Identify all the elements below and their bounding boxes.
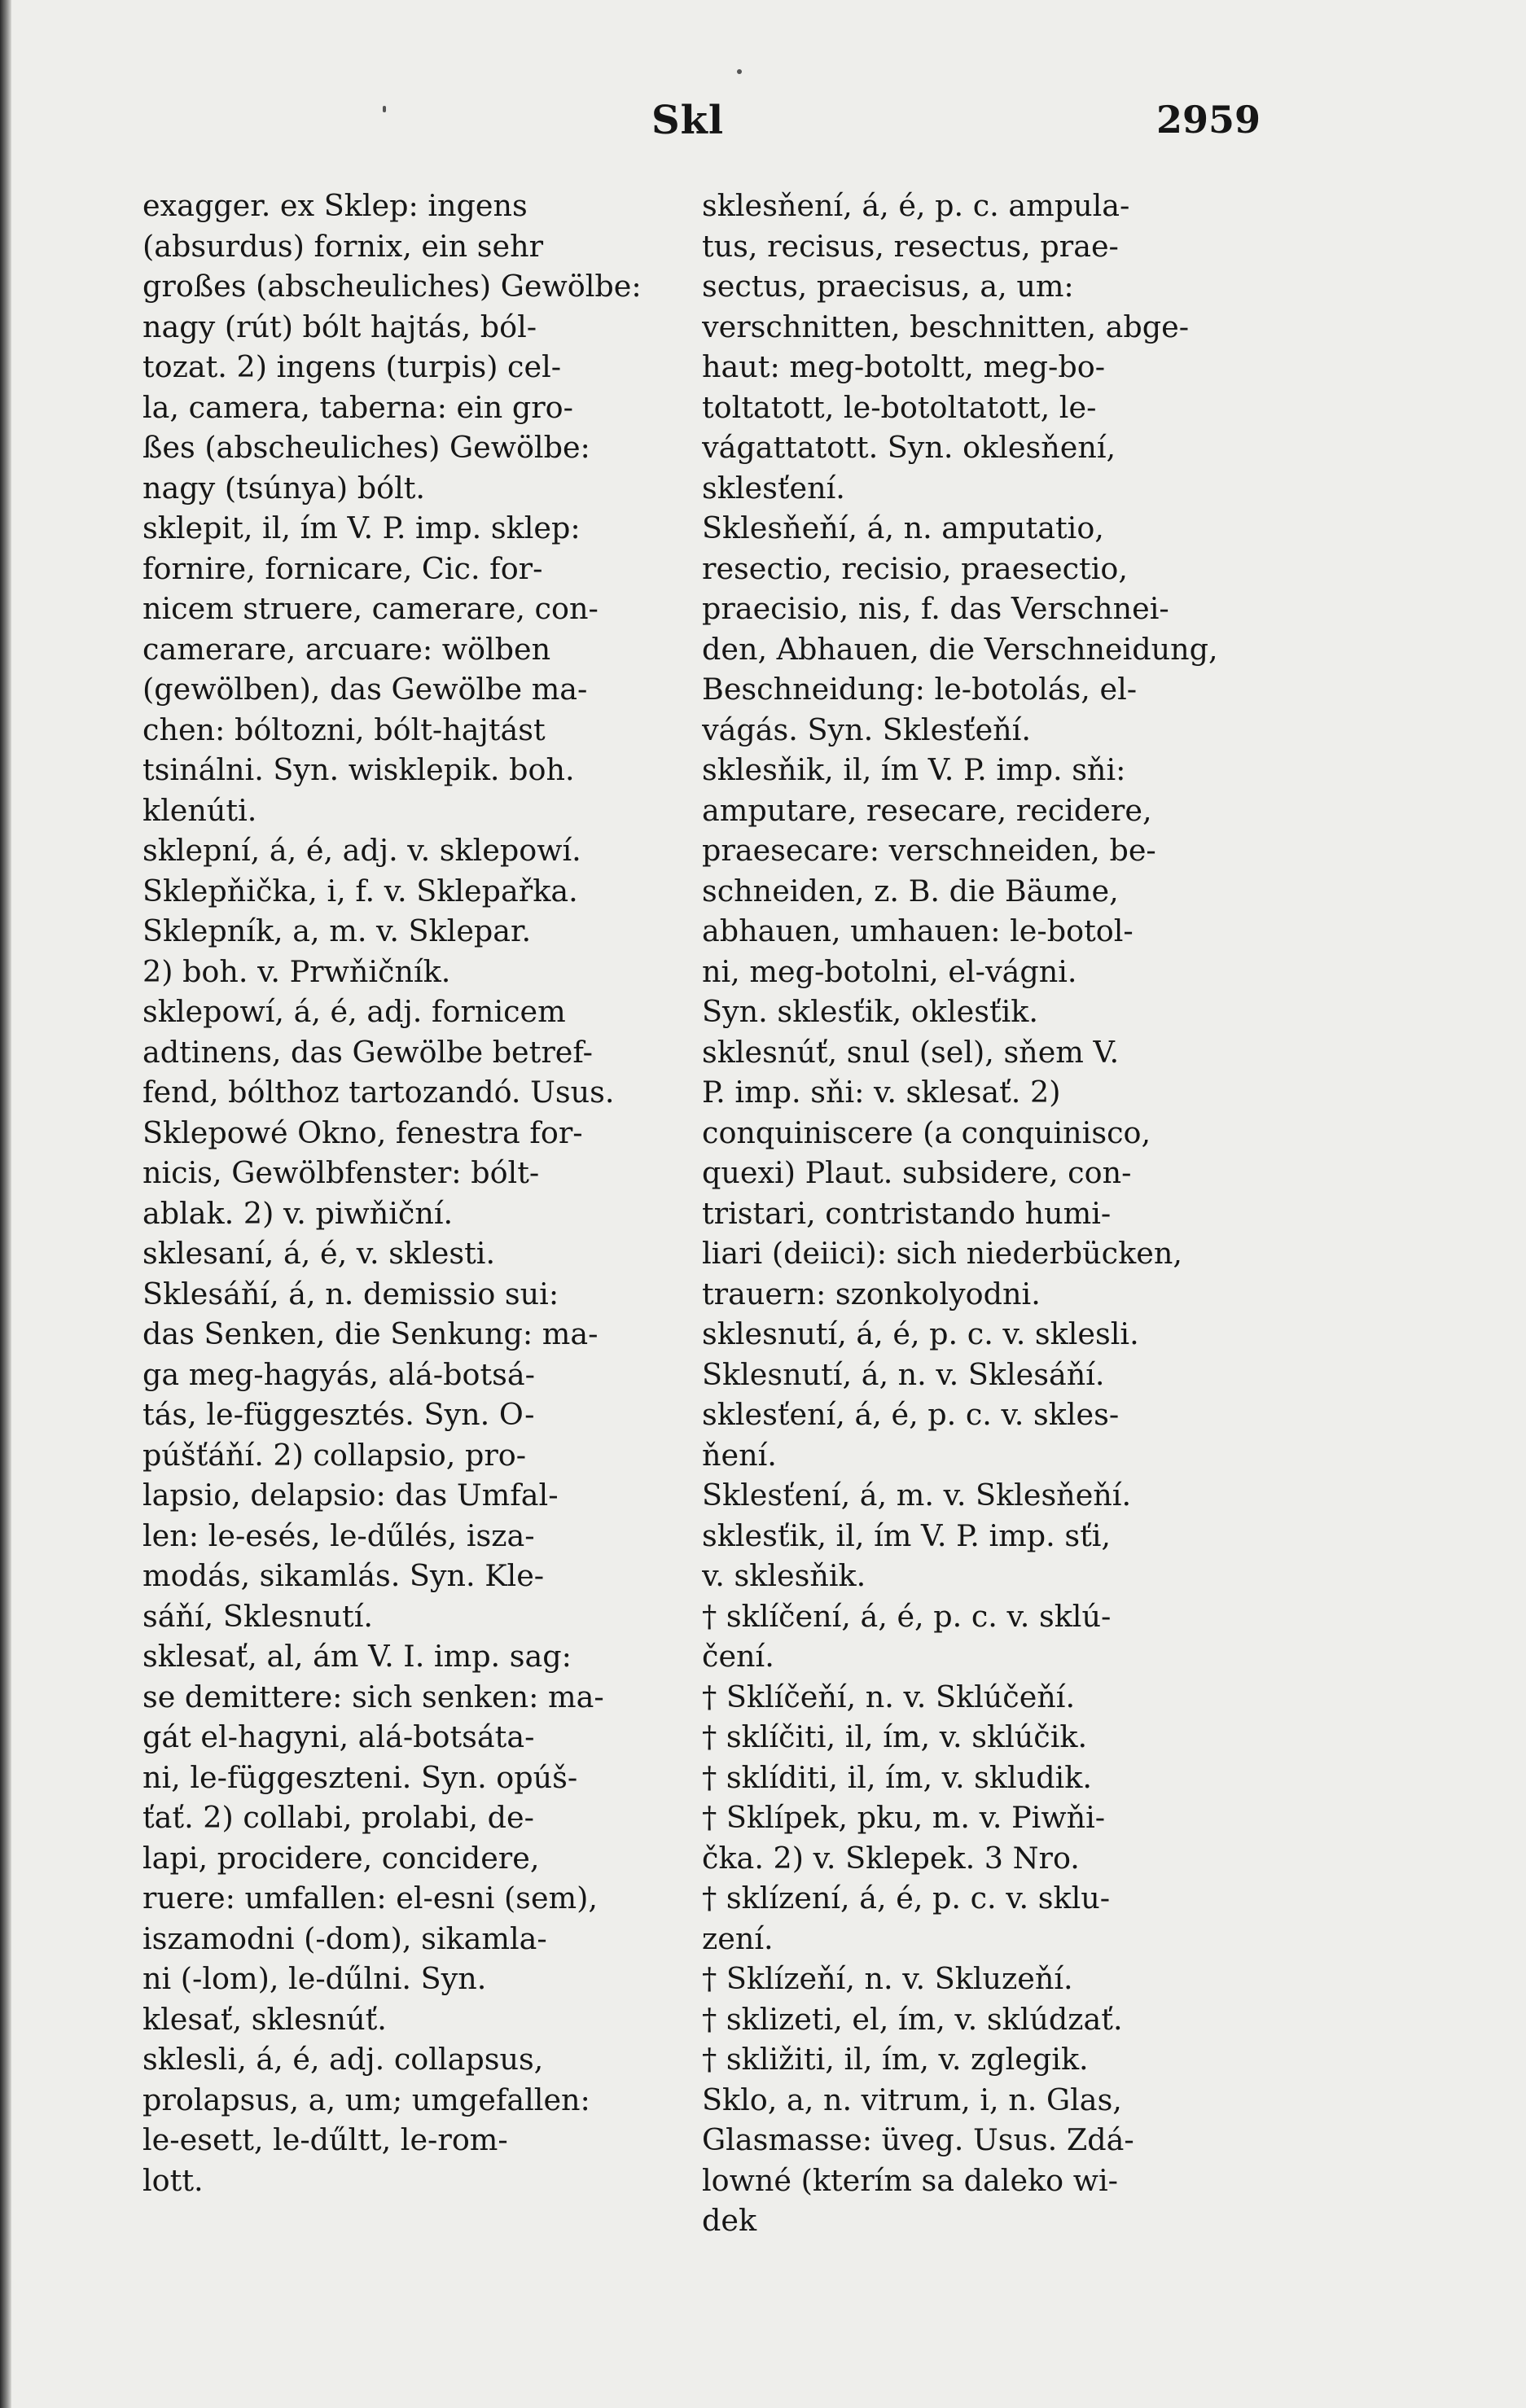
text-line: tsinálni. Syn. wisklepik. boh.: [143, 752, 575, 787]
text-line: sklepit, il, ím V. P. imp. sklep:: [143, 510, 581, 545]
text-line: Syn. sklesťik, oklesťik.: [702, 994, 1039, 1029]
text-line: den, Abhauen, die Verschneidung,: [702, 631, 1218, 667]
text-line: 2) boh. v. Prwňičník.: [143, 953, 451, 989]
text-line: Sklo, a, n. vitrum, i, n. Glas,: [702, 2082, 1122, 2117]
text-line: trauern: szonkolyodni.: [702, 1276, 1041, 1311]
text-line: sklesťení, á, é, p. c. v. skles-: [702, 1397, 1120, 1432]
text-line: sklesnúť, snul (sel), sňem V.: [702, 1034, 1120, 1070]
text-line: dek: [702, 2203, 757, 2238]
text-line: sectus, praecisus, a, um:: [702, 269, 1074, 304]
text-line: Sklesťení, á, m. v. Sklesňeňí.: [702, 1478, 1132, 1513]
ink-speck: [383, 106, 386, 112]
text-line: camerare, arcuare: wölben: [143, 631, 551, 667]
running-head-word: Skl: [651, 98, 725, 143]
text-line: ga meg-hagyás, alá-botsá-: [143, 1356, 535, 1392]
left-column: [143, 186, 696, 2200]
text-line: sklesli, á, é, adj. collapsus,: [143, 2042, 544, 2077]
text-line: nagy (tsúnya) bólt.: [143, 470, 426, 506]
text-line: sklepowí, á, é, adj. fornicem: [143, 994, 566, 1029]
text-line: lapi, procidere, concidere,: [143, 1840, 540, 1876]
text-line: Sklesnutí, á, n. v. Sklesáňí.: [702, 1356, 1105, 1392]
text-line: adtinens, das Gewölbe betref-: [143, 1034, 593, 1070]
text-line: fornire, fornicare, Cic. for-: [143, 550, 543, 586]
text-line: quexi) Plaut. subsidere, con-: [702, 1155, 1132, 1190]
text-line: ßes (abscheuliches) Gewölbe:: [143, 430, 590, 465]
text-line: großes (abscheuliches) Gewölbe:: [143, 269, 642, 304]
text-line: Sklesáňí, á, n. demissio sui:: [143, 1276, 559, 1311]
text-line: † skližiti, il, ím, v. zglegik.: [702, 2042, 1089, 2077]
text-line: ňení.: [702, 1437, 777, 1473]
text-line: lowné (kterím sa daleko wi-: [702, 2162, 1118, 2198]
text-line: len: le-esés, le-dűlés, isza-: [143, 1517, 535, 1553]
text-line: gát el-hagyni, alá-botsáta-: [143, 1719, 535, 1754]
text-line: le-esett, le-dűltt, le-rom-: [143, 2122, 508, 2157]
text-line: nicis, Gewölbfenster: bólt-: [143, 1155, 540, 1190]
text-line: prolapsus, a, um; umgefallen:: [143, 2082, 590, 2117]
text-line: tus, recisus, resectus, prae-: [702, 228, 1119, 264]
text-line: † sklíčiti, il, ím, v. sklúčik.: [702, 1719, 1088, 1754]
ink-speck: [737, 69, 742, 74]
text-line: púšťáňí. 2) collapsio, pro-: [143, 1437, 527, 1473]
text-line: das Senken, die Senkung: ma-: [143, 1316, 599, 1351]
text-line: modás, sikamlás. Syn. Kle-: [143, 1558, 545, 1593]
text-line: sklesnutí, á, é, p. c. v. sklesli.: [702, 1316, 1139, 1351]
text-line: ni, le-függeszteni. Syn. opúš-: [143, 1759, 578, 1795]
text-line: † Sklíčeňí, n. v. Sklúčeňí.: [702, 1679, 1076, 1714]
text-line: resectio, recisio, praesectio,: [702, 550, 1128, 586]
text-line: verschnitten, beschnitten, abge-: [702, 309, 1190, 344]
text-line: sklesťení.: [702, 470, 845, 506]
page-header: [0, 98, 1526, 163]
text-line: conquiniscere (a conquinisco,: [702, 1114, 1151, 1150]
text-line: chen: bóltozni, bólt-hajtást: [143, 711, 546, 747]
text-line: haut: meg-botoltt, meg-bo-: [702, 349, 1106, 384]
text-line: Beschneidung: le-botolás, el-: [702, 672, 1138, 707]
text-line: čení.: [702, 1639, 774, 1674]
text-line: klesať, sklesnúť.: [143, 2001, 387, 2037]
text-line: Sklepňička, i, f. v. Sklepařka.: [143, 873, 578, 908]
text-line: toltatott, le-botoltatott, le-: [702, 389, 1097, 425]
text-line: † sklízení, á, é, p. c. v. sklu-: [702, 1880, 1111, 1915]
text-line: abhauen, umhauen: le-botol-: [702, 913, 1134, 948]
text-line: sklesňení, á, é, p. c. ampula-: [702, 188, 1130, 223]
text-line: exagger. ex Sklep: ingens: [143, 188, 528, 223]
text-line: tozat. 2) ingens (turpis) cel-: [143, 349, 562, 384]
text-line: (absurdus) fornix, ein sehr: [143, 228, 544, 264]
text-line: † sklíditi, il, ím, v. skludik.: [702, 1759, 1092, 1795]
text-line: vágás. Syn. Sklesťeňí.: [702, 711, 1031, 747]
text-line: sklesťik, il, ím V. P. imp. sťi,: [702, 1517, 1112, 1553]
text-line: zení.: [702, 1920, 774, 1956]
text-line: vágattatott. Syn. oklesňení,: [702, 430, 1116, 465]
text-line: sáňí, Sklesnutí.: [143, 1598, 373, 1634]
text-line: Glasmasse: üveg. Usus. Zdá-: [702, 2122, 1134, 2157]
text-line: čka. 2) v. Sklepek. 3 Nro.: [702, 1840, 1080, 1876]
page-binding-edge: [0, 0, 11, 2408]
page-number: 2959: [1156, 98, 1261, 142]
text-line: la, camera, taberna: ein gro-: [143, 389, 573, 425]
text-line: ablak. 2) v. piwňiční.: [143, 1195, 454, 1231]
text-line: praesecare: verschneiden, be-: [702, 833, 1156, 868]
text-line: schneiden, z. B. die Bäume,: [702, 873, 1119, 908]
text-line: Sklepník, a, m. v. Sklepar.: [143, 913, 532, 948]
text-line: sklesaní, á, é, v. sklesti.: [143, 1236, 496, 1271]
text-line: nagy (rút) bólt hajtás, ból-: [143, 309, 537, 344]
text-line: iszamodni (-dom), sikamla-: [143, 1920, 547, 1956]
text-line: † sklizeti, el, ím, v. sklúdzať.: [702, 2001, 1123, 2037]
text-line: v. sklesňik.: [702, 1558, 866, 1593]
text-line: fend, bólthoz tartozandó. Usus.: [143, 1075, 615, 1110]
text-line: klenúti.: [143, 792, 257, 828]
text-line: liari (deiici): sich niederbücken,: [702, 1236, 1182, 1271]
text-line: sklesať, al, ám V. I. imp. sag:: [143, 1639, 572, 1674]
text-line: se demittere: sich senken: ma-: [143, 1679, 604, 1714]
text-line: lott.: [143, 2162, 204, 2198]
text-line: sklesňik, il, ím V. P. imp. sňi:: [702, 752, 1126, 787]
text-line: (gewölben), das Gewölbe ma-: [143, 672, 588, 707]
text-line: † Sklípek, pku, m. v. Piwňi-: [702, 1800, 1106, 1835]
text-line: lapsio, delapsio: das Umfal-: [143, 1478, 559, 1513]
text-line: tás, le-függesztés. Syn. O-: [143, 1397, 535, 1432]
text-line: praecisio, nis, f. das Verschnei-: [702, 591, 1169, 626]
text-line: nicem struere, camerare, con-: [143, 591, 599, 626]
text-line: † sklíčení, á, é, p. c. v. sklú-: [702, 1598, 1112, 1634]
text-line: amputare, resecare, recidere,: [702, 792, 1152, 828]
text-line: ruere: umfallen: el-esni (sem),: [143, 1880, 598, 1915]
text-line: ťať. 2) collabi, prolabi, de-: [143, 1800, 534, 1835]
text-line: ni, meg-botolni, el-vágni.: [702, 953, 1077, 989]
text-line: sklepní, á, é, adj. v. sklepowí.: [143, 833, 581, 868]
text-line: Sklesňeňí, á, n. amputatio,: [702, 510, 1104, 545]
text-line: Sklepowé Okno, fenestra for-: [143, 1114, 583, 1150]
text-line: † Sklízeňí, n. v. Skluzeňí.: [702, 1961, 1073, 1996]
text-line: tristari, contristando humi-: [702, 1195, 1112, 1231]
text-line: ni (-lom), le-dűlni. Syn.: [143, 1961, 487, 1996]
right-column: [702, 186, 1292, 2241]
text-line: P. imp. sňi: v. sklesať. 2): [702, 1075, 1061, 1110]
